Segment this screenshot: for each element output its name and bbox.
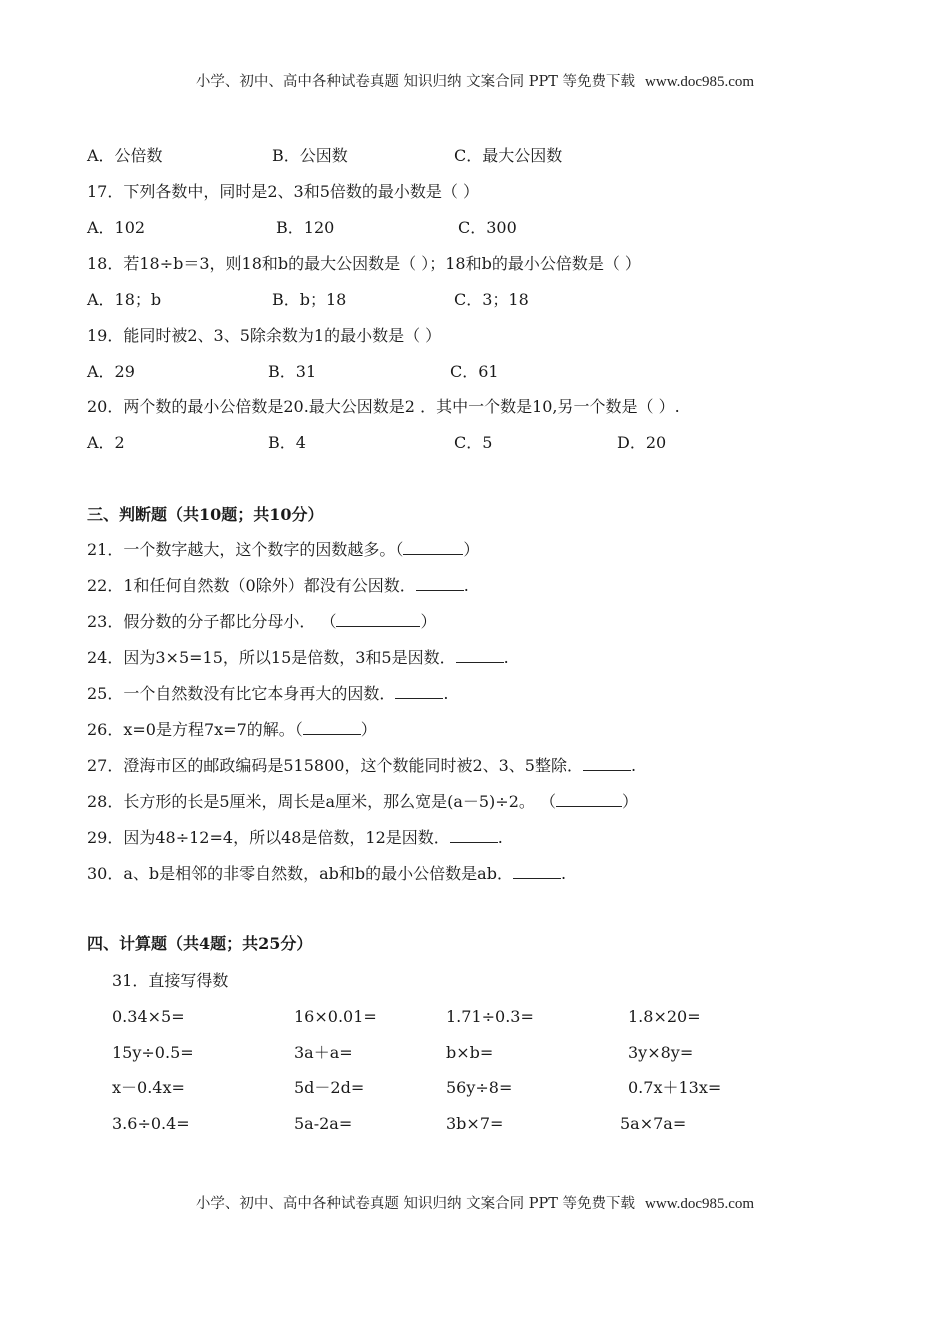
calc-item: 3.6÷0.4= xyxy=(112,1114,190,1133)
calc-item: 0.7x＋13x= xyxy=(628,1078,722,1097)
question-25 xyxy=(87,684,448,704)
question-22 xyxy=(87,576,469,596)
q26-close: ） xyxy=(360,720,377,739)
q21-close: ） xyxy=(463,540,480,559)
q29-text: 29．因为48÷12=4，所以48是倍数，12是因数． xyxy=(87,828,450,847)
question-27 xyxy=(87,756,636,776)
q18-option-a: A．18；b xyxy=(87,290,162,309)
header-text: 小学、初中、高中各种试卷真题 知识归纳 文案合同 PPT 等免费下载 xyxy=(195,74,636,90)
q21-text: 21．一个数字越大，这个数字的因数越多。（ xyxy=(87,540,404,559)
calc-item: 16×0.01= xyxy=(294,1007,377,1026)
footer-url[interactable]: www.doc985.com xyxy=(645,1196,755,1212)
answer-blank[interactable] xyxy=(450,828,498,843)
q22-close: . xyxy=(463,576,469,595)
q23-close: ） xyxy=(420,612,437,631)
question-20: 20．两个数的最小公倍数是20.最大公因数是2 ．其中一个数是10,另一个数是（ ）. xyxy=(87,397,680,416)
q16-option-b: B．公因数 xyxy=(272,146,348,165)
q20-option-a: A．2 xyxy=(87,433,125,452)
calc-item: 0.34×5= xyxy=(112,1007,185,1026)
section-calc-title: 四、计算题（共4题；共25分） xyxy=(87,934,313,953)
q19-option-a: A．29 xyxy=(87,362,135,381)
answer-blank[interactable] xyxy=(556,792,622,807)
q23-text: 23．假分数的分子都比分母小． （ xyxy=(87,612,337,631)
q20-option-d: D．20 xyxy=(617,433,667,452)
footer-text: 小学、初中、高中各种试卷真题 知识归纳 文案合同 PPT 等免费下载 xyxy=(195,1196,636,1212)
question-29 xyxy=(87,828,503,848)
question-30 xyxy=(87,864,566,884)
question-28 xyxy=(87,792,638,812)
q18-option-b: B．b；18 xyxy=(272,290,347,309)
calc-item: 15y÷0.5= xyxy=(112,1043,194,1062)
page-header xyxy=(0,70,950,91)
header-url[interactable]: www.doc985.com xyxy=(645,74,755,90)
q22-text: 22．1和任何自然数（0除外）都没有公因数． xyxy=(87,576,416,595)
q16-option-c: C．最大公因数 xyxy=(454,146,563,165)
calc-item: x－0.4x= xyxy=(112,1078,185,1097)
q30-text: 30．a、b是相邻的非零自然数，ab和b的最小公倍数是ab． xyxy=(87,864,513,883)
calc-item: 1.8×20= xyxy=(628,1007,701,1026)
answer-blank[interactable] xyxy=(403,540,463,555)
q24-close: . xyxy=(503,648,509,667)
answer-blank[interactable] xyxy=(456,648,504,663)
question-18: 18．若18÷b＝3，则18和b的最大公因数是（ ）；18和b的最小公倍数是（ ） xyxy=(87,254,641,273)
answer-blank[interactable] xyxy=(416,576,464,591)
question-31: 31．直接写得数 xyxy=(112,971,229,990)
answer-blank[interactable] xyxy=(303,720,361,735)
q17-option-a: A．102 xyxy=(87,218,146,237)
calc-item: 1.71÷0.3= xyxy=(446,1007,534,1026)
answer-blank[interactable] xyxy=(583,756,631,771)
page-footer xyxy=(0,1192,950,1213)
q27-close: . xyxy=(630,756,637,775)
question-24 xyxy=(87,648,509,668)
q24-text: 24．因为3×5=15，所以15是倍数，3和5是因数． xyxy=(87,648,456,667)
calc-item: 5a-2a= xyxy=(294,1114,353,1133)
question-21 xyxy=(87,540,479,560)
answer-blank[interactable] xyxy=(336,612,420,627)
q18-option-c: C．3；18 xyxy=(454,290,529,309)
q27-text: 27．澄海市区的邮政编码是515800，这个数能同时被2、3、5整除． xyxy=(87,756,583,775)
q29-close: . xyxy=(497,828,503,847)
q26-text: 26．x=0是方程7x=7的解。（ xyxy=(87,720,303,739)
section-judge-title: 三、判断题（共10题；共10分） xyxy=(87,505,324,524)
calc-item: 3b×7= xyxy=(446,1114,504,1133)
q19-option-b: B．31 xyxy=(268,362,317,381)
q20-option-b: B．4 xyxy=(268,433,306,452)
calc-item: b×b= xyxy=(446,1043,494,1062)
question-17: 17．下列各数中，同时是2、3和5倍数的最小数是（ ） xyxy=(87,182,479,201)
q19-option-c: C．61 xyxy=(450,362,499,381)
q17-option-c: C．300 xyxy=(458,218,517,237)
calc-item: 3a＋a= xyxy=(294,1043,353,1062)
calc-item: 3y×8y= xyxy=(628,1043,694,1062)
question-19: 19．能同时被2、3、5除余数为1的最小数是（ ） xyxy=(87,326,442,345)
answer-blank[interactable] xyxy=(513,864,561,879)
q25-text: 25．一个自然数没有比它本身再大的因数． xyxy=(87,684,396,703)
q25-close: . xyxy=(443,684,449,703)
q30-close: . xyxy=(560,864,567,883)
calc-item: 56y÷8= xyxy=(446,1078,513,1097)
q20-option-c: C．5 xyxy=(454,433,493,452)
q16-option-a: A．公倍数 xyxy=(87,146,163,165)
q17-option-b: B．120 xyxy=(276,218,335,237)
q28-close: ） xyxy=(621,792,638,811)
question-23 xyxy=(87,612,436,632)
answer-blank[interactable] xyxy=(395,684,443,699)
calc-item: 5d－2d= xyxy=(294,1078,365,1097)
q28-text: 28．长方形的长是5厘米，周长是a厘米，那么宽是(a－5)÷2。 （ xyxy=(87,792,556,811)
calc-item: 5a×7a= xyxy=(620,1114,687,1133)
question-26 xyxy=(87,720,377,740)
